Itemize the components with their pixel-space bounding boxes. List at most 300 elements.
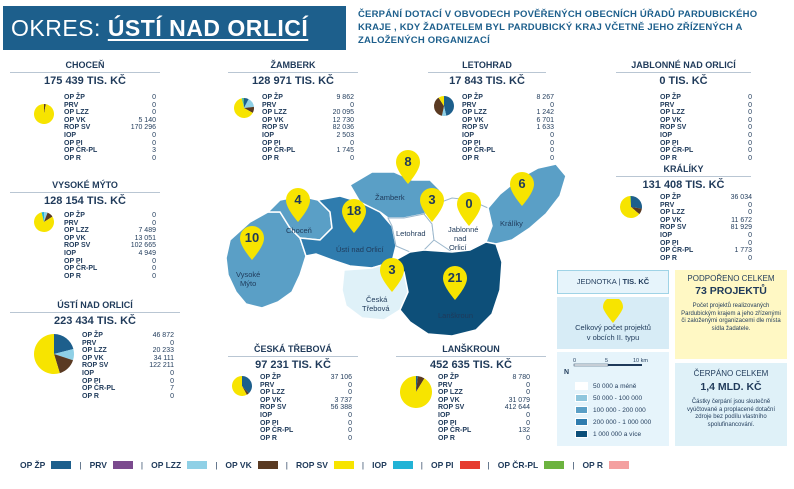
program-legend-item xyxy=(151,460,207,470)
pie-letohrad xyxy=(432,94,456,118)
value-row xyxy=(64,155,156,163)
district-total-usti: 223 434 TIS. KČ xyxy=(54,315,136,327)
program-label: PRV xyxy=(262,101,277,109)
legend-separator: | xyxy=(420,460,423,470)
range-swatch xyxy=(575,394,588,402)
program-value: 0 xyxy=(748,201,752,209)
program-label: IOP xyxy=(260,411,273,419)
program-value: 82 036 xyxy=(332,124,354,132)
district-lanskroun xyxy=(396,344,546,444)
program-value: 0 xyxy=(748,116,752,124)
district-letohrad xyxy=(428,60,554,170)
program-value: 1 745 xyxy=(336,147,354,155)
unit-box xyxy=(557,270,669,294)
program-value: 7 xyxy=(170,385,174,393)
program-value: 20 233 xyxy=(152,347,174,355)
program-value: 0 xyxy=(748,124,752,132)
value-row xyxy=(262,117,354,125)
program-value: 0 xyxy=(748,209,752,217)
program-legend-item xyxy=(296,460,354,470)
program-label: OP R xyxy=(438,434,455,442)
program-value: 0 xyxy=(348,419,352,427)
program-legend-label: IOP xyxy=(372,460,387,470)
program-label: IOP xyxy=(660,231,673,239)
program-label: ROP SV xyxy=(660,224,687,232)
value-row xyxy=(64,220,156,228)
program-value: 46 872 xyxy=(152,332,174,339)
program-label: IOP xyxy=(82,369,95,377)
range-item xyxy=(575,394,642,402)
program-value: 0 xyxy=(748,147,752,155)
value-row xyxy=(82,340,174,348)
value-row xyxy=(660,217,752,225)
supported-box xyxy=(675,270,787,359)
value-row xyxy=(438,374,530,382)
program-label: OP VK xyxy=(660,216,682,224)
range-label: 50 000 a méně xyxy=(593,382,637,390)
value-row xyxy=(260,389,352,397)
program-value: 0 xyxy=(526,389,530,397)
value-row xyxy=(82,393,174,401)
district-chocen xyxy=(10,60,160,170)
program-value: 0 xyxy=(170,377,174,385)
value-row xyxy=(660,232,752,240)
program-value: 0 xyxy=(748,231,752,239)
pin-icon xyxy=(603,299,623,325)
program-label: OP LZZ xyxy=(438,389,463,397)
program-label: OP VK xyxy=(660,116,682,124)
district-name-trebova: ČESKÁ TŘEBOVÁ xyxy=(228,344,358,357)
district-usti xyxy=(10,300,180,410)
value-row xyxy=(82,370,174,378)
legend-separator: | xyxy=(215,460,218,470)
value-row xyxy=(260,374,352,382)
value-row xyxy=(660,109,752,117)
value-row xyxy=(64,273,156,281)
program-legend-swatch xyxy=(544,461,564,469)
program-label: OP R xyxy=(660,154,677,162)
total-box xyxy=(675,363,787,446)
rows-jablonne xyxy=(660,94,752,162)
total-label: ČERPÁNO CELKEM xyxy=(693,369,769,378)
value-row xyxy=(64,109,156,117)
program-value: 3 737 xyxy=(334,396,352,404)
supported-label: PODPOŘENO CELKEM xyxy=(687,274,775,283)
value-row xyxy=(64,265,156,273)
value-row xyxy=(64,250,156,258)
program-label: OP LZZ xyxy=(260,389,285,397)
program-legend-label: OP VK xyxy=(225,460,252,470)
town-jablonne-3: Orlicí xyxy=(449,243,467,252)
value-row xyxy=(64,117,156,125)
district-name-letohrad: LETOHRAD xyxy=(428,60,546,73)
district-zamberk xyxy=(228,60,358,170)
pie-usti xyxy=(32,332,76,376)
program-label: OP PI xyxy=(64,257,83,265)
program-value: 1 773 xyxy=(734,247,752,255)
program-label: OP VK xyxy=(64,234,86,242)
pin-count-jablonne: 0 xyxy=(465,196,473,211)
program-legend-swatch xyxy=(51,461,71,469)
range-swatch xyxy=(575,406,588,414)
value-row xyxy=(260,382,352,390)
value-row xyxy=(462,124,554,132)
district-total-letohrad: 17 843 TIS. KČ xyxy=(449,75,525,87)
program-label: OP ČR-PL xyxy=(64,147,98,155)
value-row xyxy=(660,102,752,110)
program-value: 3 xyxy=(152,147,156,155)
program-value: 0 xyxy=(152,131,156,139)
program-legend-swatch xyxy=(187,461,207,469)
legend-separator: | xyxy=(79,460,82,470)
town-chocen: Choceň xyxy=(286,226,312,235)
program-legend-swatch xyxy=(258,461,278,469)
value-row xyxy=(64,242,156,250)
program-label: OP VK xyxy=(438,396,460,404)
value-row xyxy=(438,397,530,405)
town-jablonne-1: Jablonné xyxy=(448,225,479,234)
value-row xyxy=(660,209,752,217)
north-arrow: N xyxy=(564,369,570,376)
value-row xyxy=(260,412,352,420)
page-subtitle: ČERPÁNÍ DOTACÍ V OBVODECH POVĚŘENÝCH OBECNÍCH ÚŘADŮ PARDUBICKÉHO KRAJE , KDY ŽADATELEM BYL PARDUBICKÝ KRAJ VČETNĚ JEHO ZŘÍZENÝCH A ZALOŽENÝCH ORGANIZACÍ xyxy=(358,9,758,46)
value-row xyxy=(438,435,530,443)
program-label: OP LZZ xyxy=(660,109,685,117)
pin-count-chocen: 4 xyxy=(294,192,302,207)
program-legend-label: OP LZZ xyxy=(151,460,182,470)
value-row xyxy=(660,94,752,102)
district-name-vysoke: VYSOKÉ MÝTO xyxy=(10,180,160,193)
program-label: IOP xyxy=(438,411,451,419)
program-label: OP ŽP xyxy=(660,194,681,201)
program-label: OP VK xyxy=(64,116,86,124)
value-row xyxy=(462,109,554,117)
program-legend-swatch xyxy=(393,461,413,469)
program-value: 37 106 xyxy=(330,374,352,381)
district-kraliky xyxy=(616,164,751,264)
total-value: 1,4 MLD. KČ xyxy=(700,381,762,393)
town-trebova-2: Třebová xyxy=(362,304,390,313)
value-row xyxy=(660,202,752,210)
program-value: 0 xyxy=(348,411,352,419)
program-value: 412 644 xyxy=(504,404,530,412)
program-value: 0 xyxy=(748,131,752,139)
program-label: OP LZZ xyxy=(64,227,89,235)
value-row xyxy=(660,147,752,155)
value-row xyxy=(462,147,554,155)
range-swatch xyxy=(575,430,588,438)
program-value: 0 xyxy=(748,139,752,147)
program-value: 0 xyxy=(152,139,156,147)
program-legend-item xyxy=(372,460,413,470)
program-value: 170 296 xyxy=(130,124,156,132)
program-value: 0 xyxy=(152,212,156,219)
program-label: PRV xyxy=(64,219,79,227)
legend-separator: | xyxy=(572,460,575,470)
program-label: OP PI xyxy=(660,239,679,247)
program-label: OP ŽP xyxy=(64,212,85,219)
program-value: 0 xyxy=(152,109,156,117)
program-value: 0 xyxy=(348,427,352,435)
program-label: PRV xyxy=(660,101,675,109)
program-legend-label: PRV xyxy=(89,460,107,470)
supported-value: 73 PROJEKTŮ xyxy=(695,285,767,297)
pie-lanskroun xyxy=(398,374,434,410)
district-name-jablonne: JABLONNÉ NAD ORLICÍ xyxy=(616,60,751,73)
district-vysoke-myto xyxy=(10,180,160,290)
program-legend-item xyxy=(498,460,564,470)
rows-trebova xyxy=(260,374,352,442)
district-name-usti: ÚSTÍ NAD ORLICÍ xyxy=(10,300,180,313)
range-swatch xyxy=(575,382,588,390)
program-legend-swatch xyxy=(460,461,480,469)
town-vysoke-1: Vysoké xyxy=(236,270,261,279)
rows-zamberk xyxy=(262,94,354,162)
program-label: PRV xyxy=(462,101,477,109)
district-total-kraliky: 131 408 TIS. KČ xyxy=(642,179,725,191)
program-label: OP R xyxy=(64,154,81,162)
value-row xyxy=(660,255,752,263)
legend-separator: | xyxy=(487,460,490,470)
value-row xyxy=(462,94,554,102)
program-label: OP VK xyxy=(260,396,282,404)
district-prefix: OKRES: xyxy=(11,15,108,41)
program-legend-item xyxy=(225,460,277,470)
pie-zamberk xyxy=(232,96,256,120)
program-value: 0 xyxy=(526,381,530,389)
program-label: PRV xyxy=(82,339,97,347)
pin-count-trebova: 3 xyxy=(388,262,396,277)
program-legend-swatch xyxy=(609,461,629,469)
program-label: ROP SV xyxy=(660,124,687,132)
value-row xyxy=(262,109,354,117)
scale-bar xyxy=(563,354,653,376)
program-value: 0 xyxy=(170,339,174,347)
range-label: 100 000 - 200 000 xyxy=(593,406,646,414)
district-jablonne xyxy=(616,60,751,170)
program-value: 0 xyxy=(748,254,752,262)
program-value: 31 079 xyxy=(508,396,530,404)
program-label: PRV xyxy=(438,381,453,389)
program-label: OP R xyxy=(260,434,277,442)
scale-label-0: 0 xyxy=(573,358,577,364)
program-label: ROP SV xyxy=(64,124,91,132)
program-label: OP ČR-PL xyxy=(660,247,694,255)
program-label: OP ČR-PL xyxy=(262,147,296,155)
district-name-lanskroun: LANŠKROUN xyxy=(396,344,546,357)
value-row xyxy=(262,124,354,132)
district-total-vysoke: 128 154 TIS. KČ xyxy=(44,195,126,207)
pie-trebova xyxy=(230,374,254,398)
value-row xyxy=(82,355,174,363)
program-label: OP R xyxy=(462,154,479,162)
pin-count-kraliky: 6 xyxy=(518,176,526,191)
program-value: 0 xyxy=(152,219,156,227)
program-value: 9 862 xyxy=(336,94,354,101)
program-label: OP R xyxy=(64,272,81,280)
value-row xyxy=(660,132,752,140)
program-label: PRV xyxy=(64,101,79,109)
program-label: OP ŽP xyxy=(462,94,483,101)
district-total-lanskroun: 452 635 TIS. KČ xyxy=(430,359,512,371)
program-value: 0 xyxy=(152,101,156,109)
program-legend xyxy=(20,458,780,472)
program-value: 7 489 xyxy=(138,227,156,235)
program-label: ROP SV xyxy=(260,404,287,412)
program-label: IOP xyxy=(262,131,275,139)
program-label: OP LZZ xyxy=(660,209,685,217)
program-value: 5 140 xyxy=(138,116,156,124)
program-value: 0 xyxy=(170,369,174,377)
scale-label-10: 10 km xyxy=(633,358,648,364)
program-label: OP ŽP xyxy=(260,374,281,381)
value-row xyxy=(262,94,354,102)
program-value: 0 xyxy=(350,154,354,162)
rows-kraliky xyxy=(660,194,752,262)
program-label: OP LZZ xyxy=(262,109,287,117)
program-value: 0 xyxy=(748,94,752,101)
program-value: 0 xyxy=(550,147,554,155)
value-row xyxy=(82,362,174,370)
value-row xyxy=(82,332,174,340)
district-ceska-trebova xyxy=(228,344,358,444)
rows-chocen xyxy=(64,94,156,162)
program-value: 56 388 xyxy=(330,404,352,412)
scale-label-5: 5 xyxy=(605,358,609,364)
program-label: OP LZZ xyxy=(64,109,89,117)
program-label: ROP SV xyxy=(438,404,465,412)
program-value: 0 xyxy=(550,101,554,109)
district-name-zamberk: ŽAMBERK xyxy=(228,60,358,73)
program-label: ROP SV xyxy=(462,124,489,132)
range-label: 200 000 - 1 000 000 xyxy=(593,418,652,426)
program-legend-swatch xyxy=(113,461,133,469)
program-legend-label: OP ČR-PL xyxy=(497,460,539,470)
value-row xyxy=(462,117,554,125)
range-item xyxy=(575,430,641,438)
rows-letohrad xyxy=(462,94,554,162)
program-legend-label: OP ŽP xyxy=(20,460,46,470)
program-label: OP ŽP xyxy=(262,94,283,101)
value-row xyxy=(64,102,156,110)
unit-value: TIS. KČ xyxy=(622,277,650,286)
program-value: 132 xyxy=(518,427,530,435)
program-label: OP R xyxy=(82,392,99,400)
program-value: 4 949 xyxy=(138,249,156,257)
program-value: 0 xyxy=(526,419,530,427)
program-label: OP ČR-PL xyxy=(462,147,496,155)
program-value: 0 xyxy=(550,131,554,139)
district-name: ÚSTÍ NAD ORLICÍ xyxy=(107,15,309,41)
program-value: 0 xyxy=(748,239,752,247)
value-row xyxy=(64,124,156,132)
program-value: 2 503 xyxy=(336,131,354,139)
value-row xyxy=(260,404,352,412)
range-item xyxy=(575,382,636,390)
program-legend-item xyxy=(20,460,71,470)
range-label: 50 000 - 100 000 xyxy=(593,394,643,402)
program-value: 6 701 xyxy=(536,116,554,124)
program-label: OP VK xyxy=(82,354,104,362)
count-text-2: v obcích II. typu xyxy=(586,333,640,342)
program-value: 0 xyxy=(348,389,352,397)
program-label: OP ŽP xyxy=(660,94,681,101)
value-row xyxy=(660,194,752,202)
town-kraliky: Králíky xyxy=(500,219,523,228)
value-row xyxy=(262,102,354,110)
program-value: 0 xyxy=(152,272,156,280)
program-label: OP PI xyxy=(660,139,679,147)
value-row xyxy=(438,412,530,420)
value-row xyxy=(260,397,352,405)
legend-separator: | xyxy=(361,460,365,470)
value-row xyxy=(64,147,156,155)
program-label: OP ČR-PL xyxy=(660,147,694,155)
pin-count-lanskroun: 21 xyxy=(447,270,463,285)
range-item xyxy=(575,418,651,426)
rows-lanskroun xyxy=(438,374,530,442)
program-label: OP R xyxy=(262,154,279,162)
program-legend-label: OP PI xyxy=(431,460,454,470)
count-text-1: Celkový počet projektů xyxy=(575,323,651,332)
program-label: OP PI xyxy=(462,139,481,147)
program-value: 13 051 xyxy=(134,234,156,242)
value-row xyxy=(64,132,156,140)
value-row xyxy=(660,247,752,255)
program-value: 0 xyxy=(526,411,530,419)
range-label: 1 000 000 a více xyxy=(593,430,642,438)
legend-separator: | xyxy=(285,460,288,470)
value-row xyxy=(64,227,156,235)
program-label: PRV xyxy=(660,201,675,209)
value-row xyxy=(260,427,352,435)
value-row xyxy=(462,132,554,140)
program-value: 0 xyxy=(152,257,156,265)
program-label: OP VK xyxy=(462,116,484,124)
town-letohrad: Letohrad xyxy=(396,229,426,238)
range-item xyxy=(575,406,646,414)
supported-note: Počet projektů realizovaných Pardubickým krajem a jeho zřízenými či založenými organizacemi dle místa sídla žadatele. xyxy=(681,303,781,332)
district-total-jablonne: 0 TIS. KČ xyxy=(659,75,708,87)
program-label: PRV xyxy=(260,381,275,389)
legend-separator: | xyxy=(140,460,144,470)
program-label: OP ŽP xyxy=(64,94,85,101)
program-value: 0 xyxy=(748,109,752,117)
program-legend-item xyxy=(582,460,629,470)
program-legend-item xyxy=(90,460,133,470)
program-value: 1 633 xyxy=(536,124,554,132)
value-row xyxy=(64,235,156,243)
program-label: IOP xyxy=(64,249,77,257)
program-legend-swatch xyxy=(334,461,354,469)
pie-chocen xyxy=(32,102,56,126)
pin-count-usti: 18 xyxy=(346,203,362,218)
program-label: OP ŽP xyxy=(82,332,103,339)
program-label: OP ČR-PL xyxy=(64,265,98,273)
district-name-kraliky: KRÁLÍKY xyxy=(616,164,751,177)
program-value: 12 730 xyxy=(332,116,354,124)
town-jablonne-2: nad xyxy=(454,234,467,243)
program-label: OP ŽP xyxy=(438,374,459,381)
program-value: 0 xyxy=(152,265,156,273)
district-total-zamberk: 128 971 TIS. KČ xyxy=(252,75,334,87)
value-row xyxy=(262,147,354,155)
program-label: OP ČR-PL xyxy=(438,427,472,435)
value-row xyxy=(438,427,530,435)
value-row xyxy=(64,94,156,102)
program-label: OP PI xyxy=(260,419,279,427)
program-value: 0 xyxy=(550,154,554,162)
